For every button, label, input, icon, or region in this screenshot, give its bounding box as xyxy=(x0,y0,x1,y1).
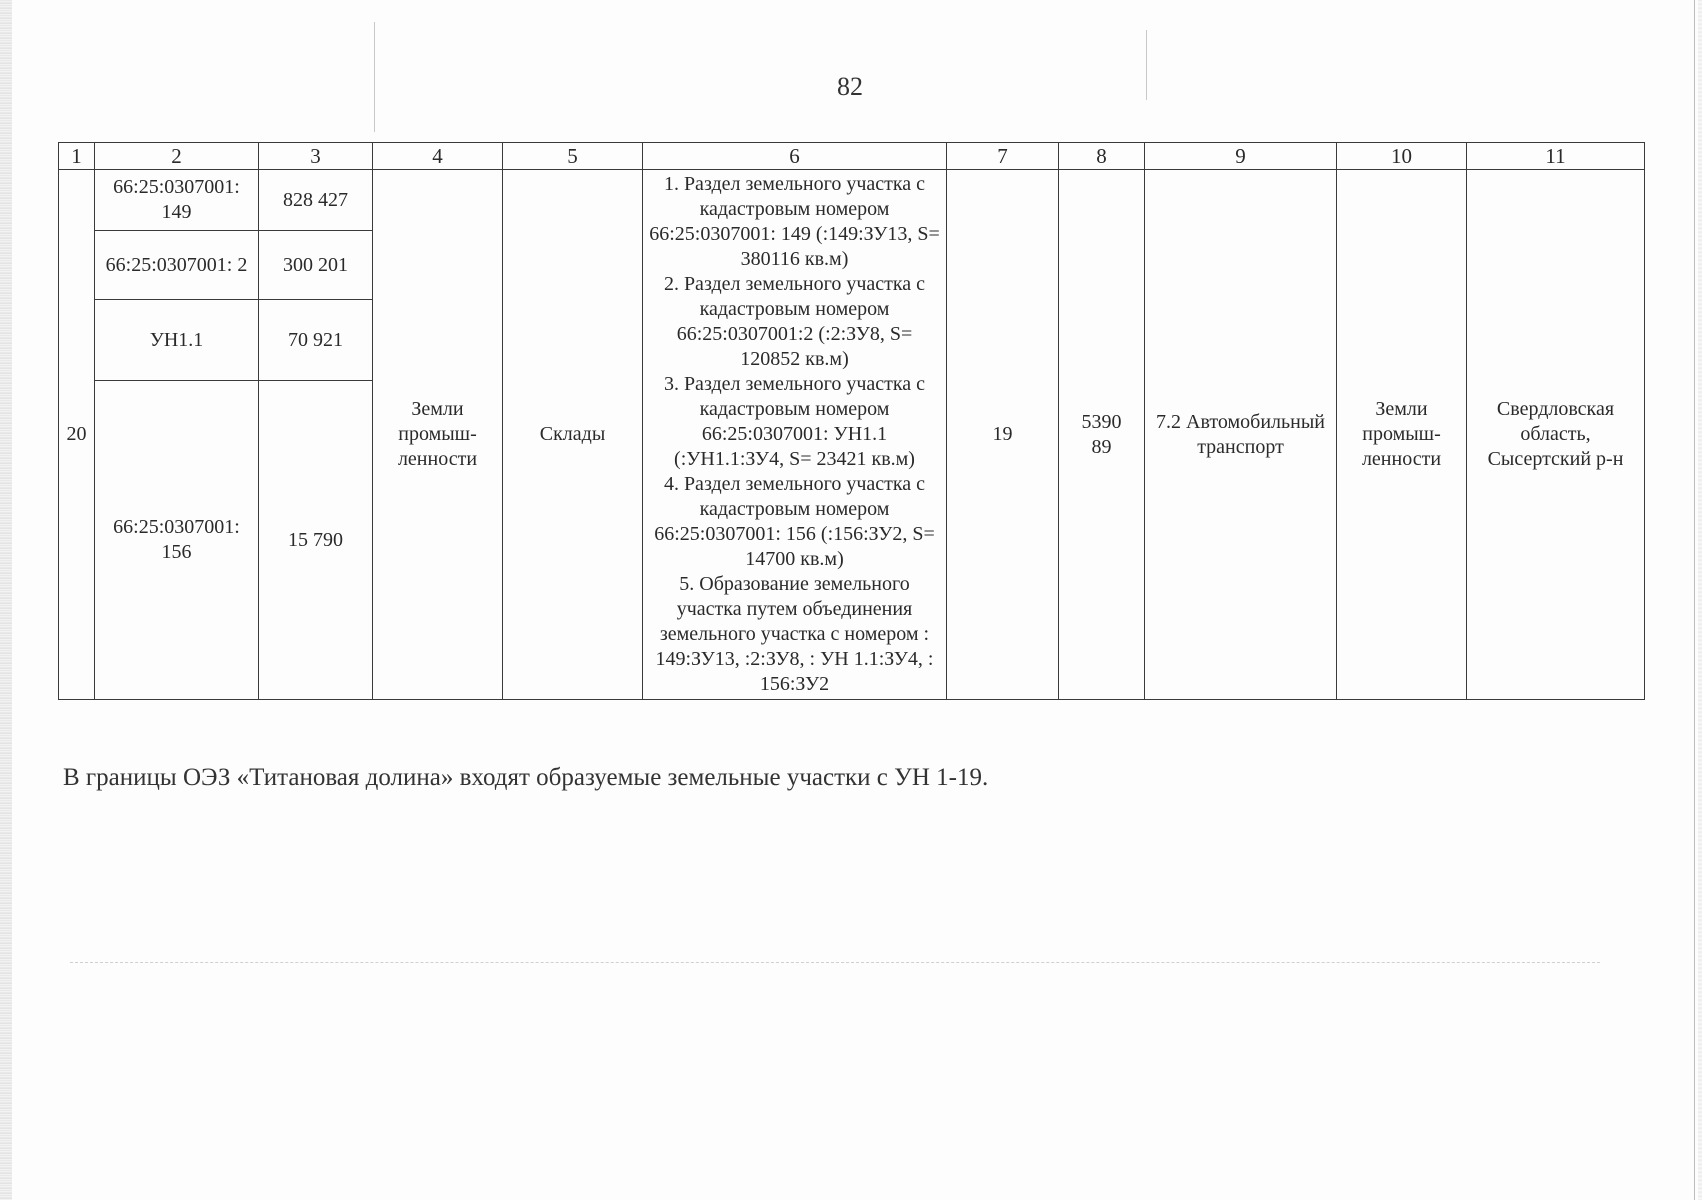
scan-artifact-line xyxy=(374,22,375,132)
parcel-table xyxy=(58,142,1645,700)
header-cell-5: 5 xyxy=(503,143,643,170)
cadastral-number-cell: 66:25:0307001: 2 xyxy=(95,231,259,300)
parcel-area-cell: 70 921 xyxy=(259,300,373,381)
parcel-area-cell: 15 790 xyxy=(259,381,373,700)
header-cell-7: 7 xyxy=(947,143,1059,170)
header-cell-2: 2 xyxy=(95,143,259,170)
action-item: 1. Раздел земельного участка с кадастровым номером 66:25:0307001: 149 (:149:ЗУ13, S= 380116 кв.м) xyxy=(649,173,940,270)
page-number: 82 xyxy=(837,72,863,101)
table-row xyxy=(59,170,1645,231)
scan-edge-right xyxy=(1698,0,1702,1200)
header-cell-1: 1 xyxy=(59,143,95,170)
scan-artifact-line xyxy=(1694,0,1695,1200)
parcel-area-cell: 828 427 xyxy=(259,170,373,231)
cadastral-number-cell: 66:25:0307001: 149 xyxy=(95,170,259,231)
col10-cell: Земли промыш-ленности xyxy=(1337,170,1467,700)
actions-cell xyxy=(643,170,947,700)
land-category-cell: Земли промыш-ленности xyxy=(373,170,503,700)
header-cell-4: 4 xyxy=(373,143,503,170)
cadastral-number-cell: УН1.1 xyxy=(95,300,259,381)
action-item: 2. Раздел земельного участка с кадастровым номером 66:25:0307001:2 (:2:ЗУ8, S= 120852 кв.м) xyxy=(663,273,926,370)
header-cell-6: 6 xyxy=(643,143,947,170)
action-item: 3. Раздел земельного участка с кадастровым номером 66:25:0307001: УН1.1 (:УН1.1:ЗУ4, S= 23421 кв.м) xyxy=(663,373,926,470)
scan-edge-left xyxy=(0,0,12,1200)
permitted-use-cell: Склады xyxy=(503,170,643,700)
header-row xyxy=(59,143,1645,170)
scan-artifact-dots xyxy=(70,962,1600,964)
col7-cell: 19 xyxy=(947,170,1059,700)
action-item: 4. Раздел земельного участка с кадастровым номером 66:25:0307001: 156 (:156:ЗУ2, S= 14700 кв.м) xyxy=(654,473,935,570)
col11-cell: Свердловская область, Сысертский р-н xyxy=(1467,170,1645,700)
summary-text: В границы ОЭЗ «Титановая долина» входят образуемые земельные участки с УН 1-19. xyxy=(63,764,989,791)
action-item: 5. Образование земельного участка путем объединения земельного участка с номером : 149:ЗУ13, :2:ЗУ8, : УН 1.1:ЗУ4, : 156:ЗУ2 xyxy=(655,573,934,695)
header-cell-9: 9 xyxy=(1145,143,1337,170)
parcel-area-cell: 300 201 xyxy=(259,231,373,300)
row-number: 20 xyxy=(59,170,95,700)
header-cell-8: 8 xyxy=(1059,143,1145,170)
header-cell-3: 3 xyxy=(259,143,373,170)
header-cell-10: 10 xyxy=(1337,143,1467,170)
header-cell-11: 11 xyxy=(1467,143,1645,170)
cadastral-number-cell: 66:25:0307001: 156 xyxy=(95,381,259,700)
scan-artifact-line xyxy=(1146,30,1147,100)
col8-cell: 539089 xyxy=(1059,170,1145,700)
col9-cell: 7.2 Автомобильный транспорт xyxy=(1145,170,1337,700)
